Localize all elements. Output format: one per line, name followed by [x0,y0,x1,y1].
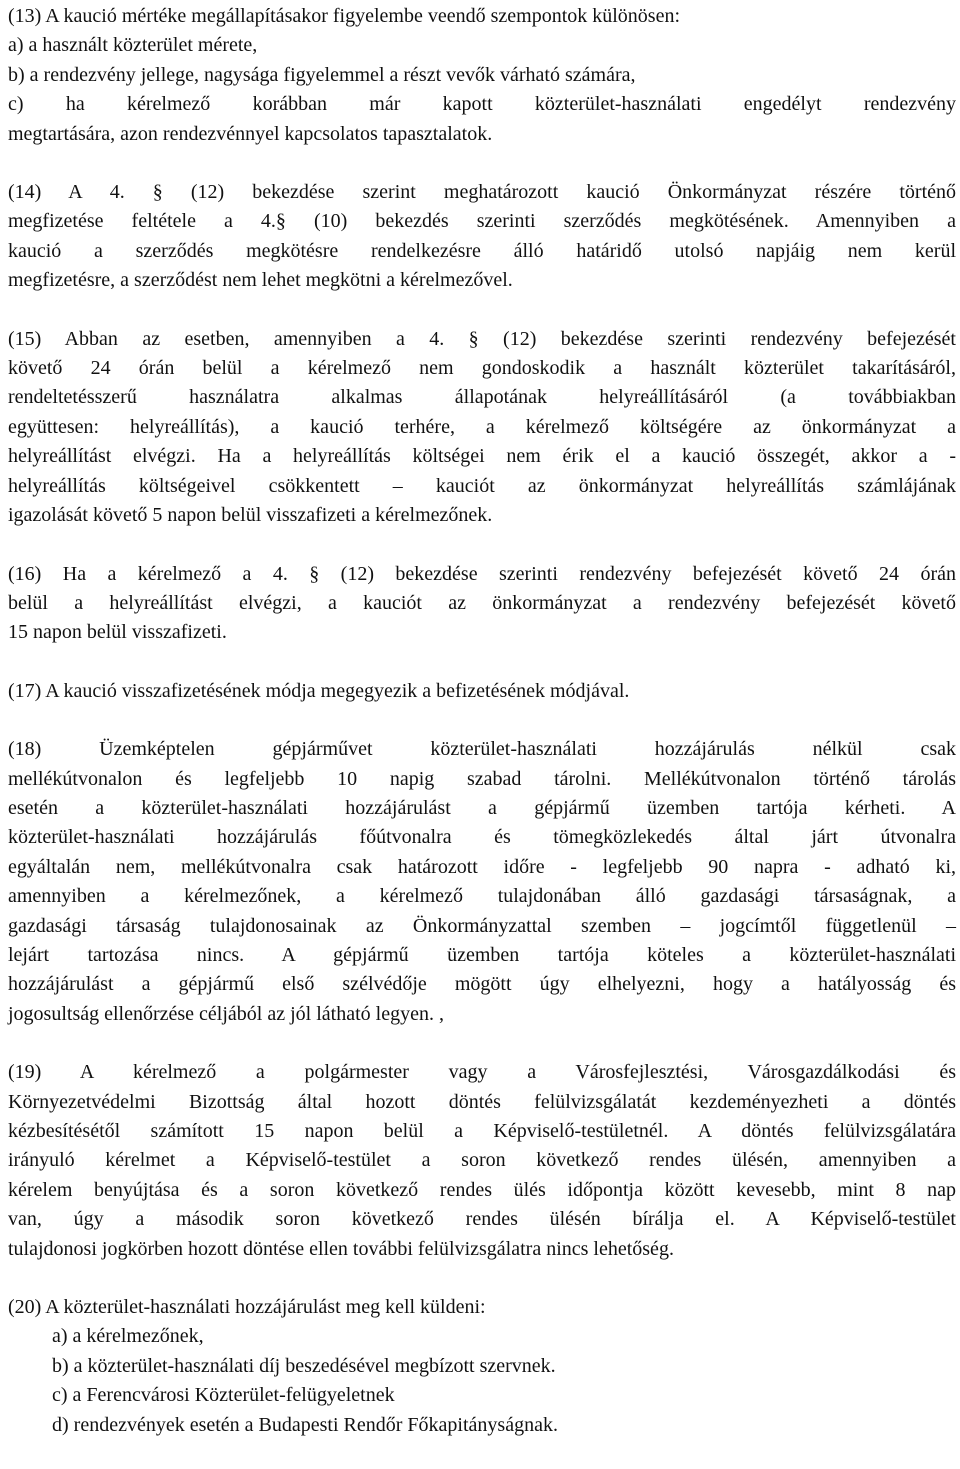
text-line: (13) A kaució mértéke megállapításakor figyelembe veendő szempontok különösen: [8,5,681,27]
paragraph-18 [8,735,956,1029]
text-line: (18) Üzemképtelen gépjárművet közterület-használati hozzájárulás nélkül csak [8,738,956,761]
text-line: tulajdonosi jogkörben hozott döntése ellen további felülvizsgálatra nincs lehetőség. [8,1237,674,1260]
text-line: b) a közterület-használati díj beszedésével megbízott szervnek. [52,1354,556,1377]
text-line: amennyiben a kérelmezőnek, a kérelmező tulajdonában álló gazdasági társaságnak, a [8,885,956,908]
text-line: megfizetése feltétele a 4.§ (10) bekezdés szerinti szerződés megkötésének. Amennyiben a [8,210,956,233]
text-line: követő 24 órán belül a kérelmező nem gondoskodik a használt közterület takarításáról, [8,357,956,380]
text-line: van, úgy a második soron következő rendes ülésén bírálja el. A Képviselő-testület [8,1208,956,1231]
text-line: a) a kérelmezőnek, [52,1325,204,1348]
text-line: (15) Abban az esetben, amennyiben a 4. § (12) bekezdése szerinti rendezvény befejezését [8,327,956,350]
text-line: közterület-használati hozzájárulás főútvonalra és tömegközlekedés által járt útvonalra [8,826,956,849]
text-line: (17) A kaució visszafizetésének módja megegyezik a befizetésének módjával. [8,679,630,702]
text-line: kérelem benyújtása és a soron következő rendes ülés időpontja között kevesebb, mint 8 nap [8,1178,956,1201]
text-line: (14) A 4. § (12) bekezdése szerint meghatározott kaució Önkormányzat részére történő [8,181,956,204]
text-line: (16) Ha a kérelmező a 4. § (12) bekezdése szerinti rendezvény befejezését követő 24 órán [8,562,956,585]
text-line: 15 napon belül visszafizeti. [8,621,227,644]
text-line: a) a használt közterület mérete, [8,34,258,57]
text-line: belül a helyreállítást elvégzi, a kauciót az önkormányzat a rendezvény befejezését követő [8,591,956,614]
paragraph-15 [8,325,956,531]
text-line: (20) A közterület-használati hozzájárulást meg kell küldeni: [8,1296,486,1319]
paragraph-16 [8,560,956,648]
text-line: lejárt tartozása nincs. A gépjármű üzemben tartója köteles a közterület-használati [8,943,956,966]
text-line: hozzájárulást a gépjármű első szélvédője mögött úgy elhelyezni, hogy a hatályosság és [8,973,956,996]
text-line: d) rendezvények esetén a Budapesti Rendőr Főkapitányságnak. [52,1413,558,1436]
paragraph-13 [8,2,956,149]
paragraph-20 [8,1293,956,1440]
text-line: b) a rendezvény jellege, nagysága figyelemmel a részt vevők várható számára, [8,63,636,86]
text-line: c) a Ferencvárosi Közterület-felügyeletnek [52,1384,395,1407]
text-line: (19) A kérelmező a polgármester vagy a Városfejlesztési, Városgazdálkodási és [8,1061,956,1084]
paragraph-19 [8,1058,956,1264]
text-line: kaució a szerződés megkötésre rendelkezésre álló határidő utolsó napjáig nem kerül [8,239,956,262]
text-line: gazdasági társaság tulajdonosainak az Önkormányzattal szemben – jogcímtől függetlenül – [8,914,956,937]
paragraph-17 [8,677,956,706]
text-line: együttesen: helyreállítás), a kaució terhére, a kérelmező költségére az önkormányzat a [8,415,956,438]
text-line: helyreállítást elvégzi. Ha a helyreállítás költségei nem érik el a kaució összegét, akkor a - [8,445,956,468]
paragraph-14 [8,178,956,296]
text-line: jogosultság ellenőrzése céljából az jól látható legyen. , [8,1002,444,1025]
text-line: igazolását követő 5 napon belül visszafizeti a kérelmezőnek. [8,504,493,527]
text-line: esetén a közterület-használati hozzájárulást a gépjármű üzemben tartója kérheti. A [8,796,956,819]
text-line: megfizetésre, a szerződést nem lehet megkötni a kérelmezővel. [8,269,513,292]
document-page [8,2,956,1469]
text-line: irányuló kérelmet a Képviselő-testület a soron következő rendes ülésén, amennyiben a [8,1149,956,1172]
text-line: egyáltalán nem, mellékútvonalra csak határozott időre - legfeljebb 90 napra - adható ki, [8,855,956,878]
text-line: helyreállítás költségeivel csökkentett – kauciót az önkormányzat helyreállítás számlájának [8,474,956,497]
text-line: megtartására, azon rendezvénnyel kapcsolatos tapasztalatok. [8,122,493,145]
text-line: kézbesítésétől számított 15 napon belül a Képviselő-testületnél. A döntés felülvizsgálatára [8,1120,956,1142]
text-line: rendeltetésszerű használatra alkalmas állapotának helyreállításáról (a továbbiakban [8,386,956,409]
text-line: mellékútvonalon és legfeljebb 10 napig szabad tárolni. Mellékútvonalon történő tárolás [8,767,956,790]
text-line: c) ha kérelmező korábban már kapott közterület-használati engedélyt rendezvény [8,93,956,116]
text-line: Környezetvédelmi Bizottság által hozott döntés felülvizsgálatát kezdeményezheti a döntés [8,1090,956,1113]
